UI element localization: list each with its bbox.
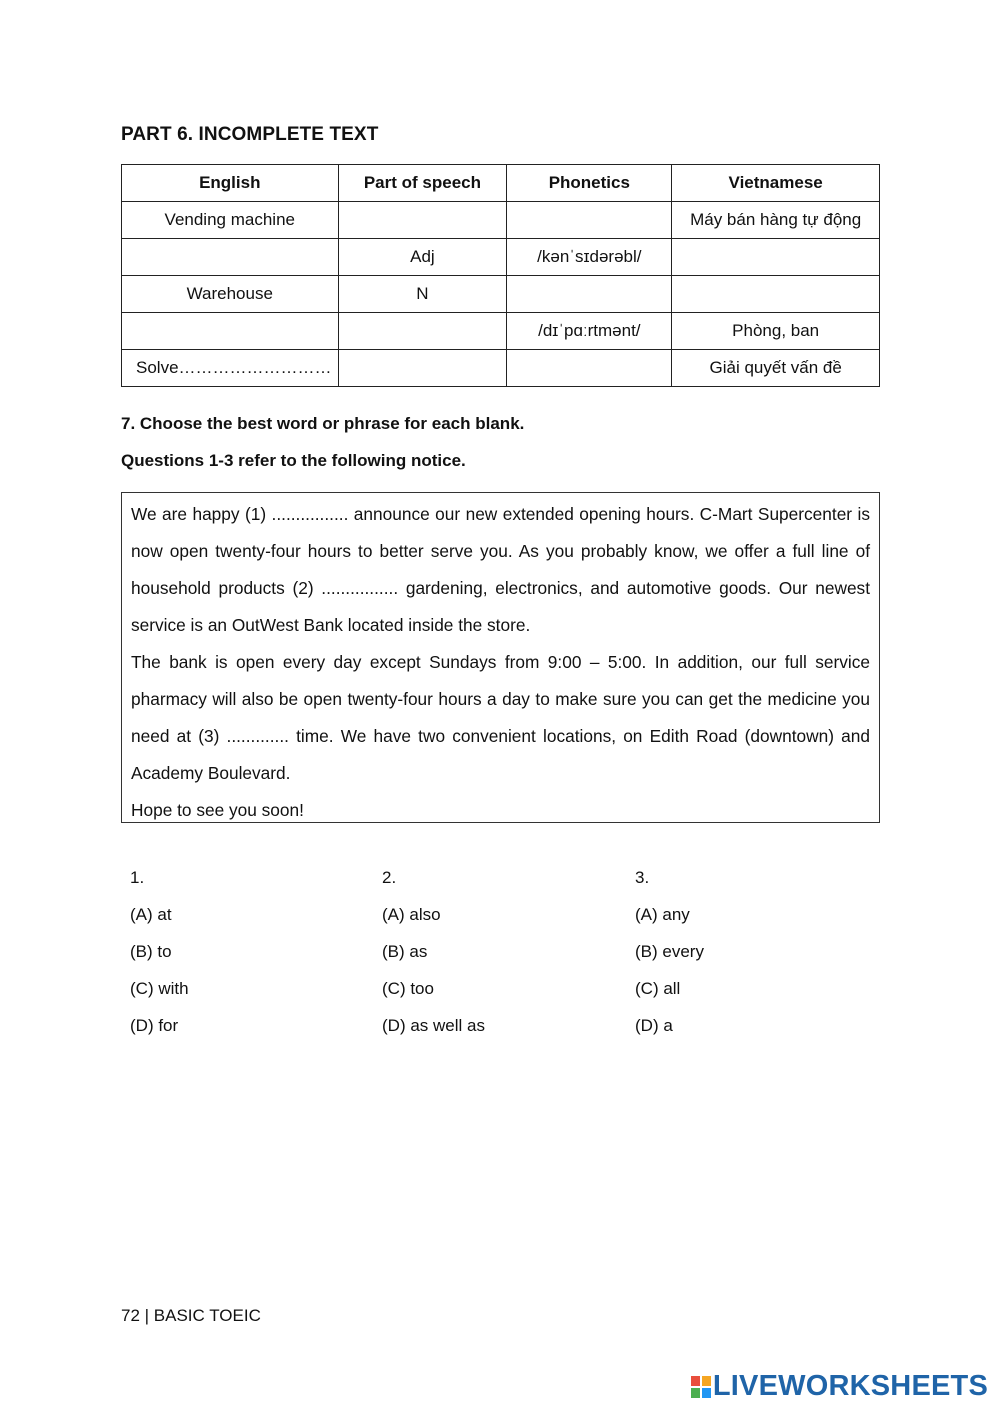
option-3b[interactable]: (B) every [635, 942, 704, 961]
table-row [122, 239, 880, 276]
liveworksheets-logo[interactable] [690, 1372, 988, 1401]
table-cell [672, 239, 880, 276]
option-3c[interactable]: (C) all [635, 979, 681, 998]
question-3-options [635, 859, 704, 1044]
header-english: English [122, 165, 339, 202]
table-cell: /dɪˈpɑːrtmənt/ [507, 313, 672, 350]
notice-paragraph-3: Hope to see you soon! [131, 800, 304, 820]
table-cell [507, 202, 672, 239]
table-cell: Vending machine [122, 202, 339, 239]
table-row [122, 276, 880, 313]
liveworksheets-logo-icon [690, 1374, 712, 1400]
header-part-of-speech: Part of speech [338, 165, 507, 202]
table-row [122, 313, 880, 350]
option-1b[interactable]: (B) to [130, 942, 172, 961]
section-7-title: 7. Choose the best word or phrase for each blank. [121, 414, 525, 433]
vocab-table [121, 164, 880, 387]
option-2c[interactable]: (C) too [382, 979, 434, 998]
table-cell: Adj [338, 239, 507, 276]
table-cell [507, 276, 672, 313]
option-2d[interactable]: (D) as well as [382, 1016, 485, 1035]
option-3a[interactable]: (A) any [635, 905, 690, 924]
question-number: 2. [382, 868, 397, 887]
option-1c[interactable]: (C) with [130, 979, 189, 998]
table-cell: Giải quyết vấn đề [672, 350, 880, 387]
option-1a[interactable]: (A) at [130, 905, 172, 924]
question-2-options [382, 859, 485, 1044]
table-row [122, 350, 880, 387]
option-2b[interactable]: (B) as [382, 942, 428, 961]
table-cell [338, 202, 507, 239]
option-3d[interactable]: (D) a [635, 1016, 673, 1035]
option-2a[interactable]: (A) also [382, 905, 441, 924]
table-cell: Phòng, ban [672, 313, 880, 350]
table-cell: N [338, 276, 507, 313]
option-1d[interactable]: (D) for [130, 1016, 179, 1035]
part-title: PART 6. INCOMPLETE TEXT [121, 124, 379, 145]
question-1-options [130, 859, 189, 1044]
table-cell: Solve……………………… [122, 350, 339, 387]
table-cell [338, 350, 507, 387]
table-row [122, 202, 880, 239]
liveworksheets-logo-text: LIVEWORKSHEETS [712, 1370, 988, 1402]
table-cell [507, 350, 672, 387]
notice-paragraph-2: The bank is open every day except Sundays from 9:00 – 5:00. In addition, our full service pharmacy will also be open twenty-four hours a day to make sure you can get the medicine you need at (3) ............. time. We have two convenient locations, on Edith Road (downtown) and Academy Boulevard. [131, 652, 870, 783]
table-cell [672, 276, 880, 313]
table-cell [122, 313, 339, 350]
notice-paragraph-1: We are happy (1) ................ announce our new extended opening hours. C-Mart Supercenter is now open twenty-four hours to better serve you. As you probably know, we offer a full line of household products (2) ................ gardening, electronics, and automotive goods. Our newest service is an OutWest Bank located inside the store. [131, 504, 870, 635]
header-phonetics: Phonetics [507, 165, 672, 202]
table-cell: Máy bán hàng tự động [672, 202, 880, 239]
question-number: 1. [130, 868, 145, 887]
table-cell: /kənˈsɪdərəbl/ [507, 239, 672, 276]
questions-intro: Questions 1-3 refer to the following notice. [121, 451, 466, 470]
table-header-row [122, 165, 880, 202]
table-cell [122, 239, 339, 276]
question-number: 3. [635, 868, 650, 887]
notice-box [121, 492, 880, 823]
table-cell [338, 313, 507, 350]
table-cell: Warehouse [122, 276, 339, 313]
header-vietnamese: Vietnamese [672, 165, 880, 202]
page-footer: 72 | BASIC TOEIC [121, 1306, 261, 1325]
